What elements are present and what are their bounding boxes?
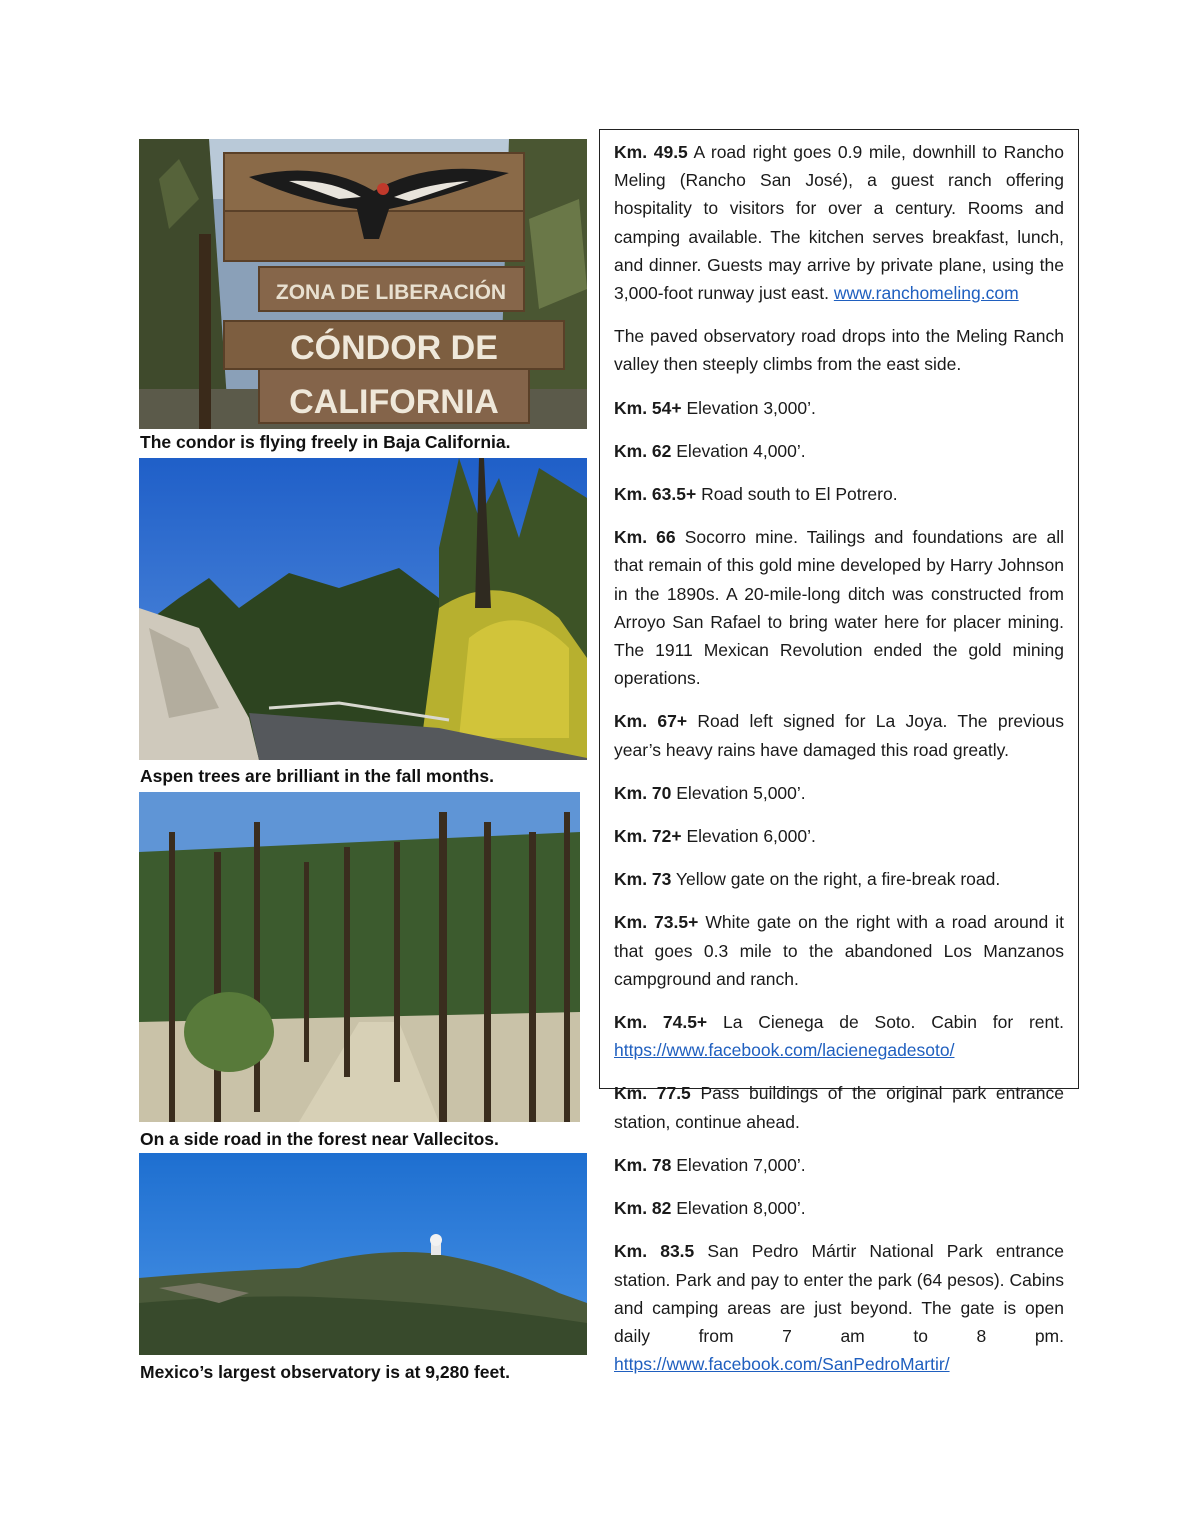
entry-text: Road left signed for La Joya. The previous year’s heavy rains have damaged this road greatly.	[614, 711, 1064, 760]
km-marker: Km. 72+	[614, 826, 682, 847]
entry-text: Yellow gate on the right, a fire-break road.	[671, 869, 1001, 890]
km-marker: Km. 54+	[614, 397, 682, 418]
entry-link[interactable]: https://www.facebook.com/lacienegadesoto/	[614, 1040, 955, 1061]
km-marker: Km. 49.5	[614, 142, 688, 162]
entry-text: San Pedro Mártir National Park entrance station. Park and pay to enter the park (64 pesos). Cabins and camping areas are just beyond. The gate is open daily from 7 am to 8 pm.	[614, 1241, 1064, 1346]
road-log-entry	[614, 437, 1064, 465]
km-marker: Km. 73	[614, 869, 672, 890]
observatory-photo	[139, 1153, 587, 1355]
km-marker: Km. 74.5+	[614, 1012, 708, 1033]
photo-caption-2: Aspen trees are brilliant in the fall months.	[140, 766, 494, 786]
entry-text: Elevation 7,000’.	[671, 1154, 806, 1175]
entry-text: Socorro mine. Tailings and foundations are all that remain of this gold mine developed by Harry Johnson in the 1890s. A 20-mile-long ditch was constructed from Arroyo San Rafael to bring water here for placer mining. The 1911 Mexican Revolution ended the gold mining operations.	[614, 527, 1065, 689]
condor-sign-photo	[139, 139, 587, 429]
road-log-entry	[614, 1008, 1064, 1064]
road-log-entry	[614, 322, 1064, 378]
km-marker: Km. 63.5+	[614, 484, 697, 505]
entry-text: The paved observatory road drops into the Meling Ranch valley then steeply climbs from the east side.	[614, 326, 1064, 375]
entry-text: La Cienega de Soto. Cabin for rent.	[707, 1012, 1064, 1033]
road-log-entry	[614, 523, 1064, 692]
entry-text: Elevation 5,000’.	[671, 782, 806, 803]
photo-caption-4: Mexico’s largest observatory is at 9,280 feet.	[140, 1362, 510, 1382]
road-log-entry	[614, 707, 1064, 763]
photo-caption-3: On a side road in the forest near Vallecitos.	[140, 1129, 499, 1149]
photo-caption-1: The condor is flying freely in Baja California.	[140, 432, 511, 452]
entry-link[interactable]: www.ranchomeling.com	[833, 283, 1019, 304]
km-marker: Km. 66	[614, 527, 676, 548]
entry-link[interactable]: https://www.facebook.com/SanPedroMartir/	[614, 1354, 950, 1375]
km-marker: Km. 77.5	[614, 1083, 691, 1104]
entry-text: Elevation 3,000’.	[681, 397, 816, 418]
road-log-entry	[614, 1194, 1064, 1222]
entry-text: Elevation 8,000’.	[671, 1198, 806, 1219]
entry-text: Elevation 6,000’.	[681, 826, 816, 847]
entry-text: Road south to El Potrero.	[696, 484, 898, 505]
road-log-entry	[614, 779, 1064, 807]
sign-line-1: ZONA DE LIBERACIÓN	[275, 281, 507, 304]
road-log-entry	[614, 865, 1064, 893]
km-marker: Km. 67+	[614, 711, 688, 732]
road-log-entry	[614, 1237, 1064, 1378]
road-log-entry	[614, 908, 1064, 993]
km-marker: Km. 78	[614, 1154, 672, 1175]
road-log-entry	[614, 822, 1064, 850]
entry-text: White gate on the right with a road around it that goes 0.3 mile to the abandoned Los Manzanos campground and ranch.	[614, 912, 1065, 989]
km-marker: Km. 62	[614, 440, 672, 461]
road-log-entry	[614, 394, 1064, 422]
road-log-entry	[614, 1151, 1064, 1179]
km-marker: Km. 82	[614, 1198, 672, 1219]
km-marker: Km. 83.5	[614, 1241, 695, 1262]
aspen-trees-photo	[139, 458, 587, 760]
road-log-box	[599, 129, 1079, 1375]
entry-text: Pass buildings of the original park entrance station, continue ahead.	[614, 1083, 1064, 1132]
km-marker: Km. 73.5+	[614, 912, 699, 933]
entry-text: Elevation 4,000’.	[671, 440, 806, 461]
forest-road-photo	[139, 792, 580, 1122]
entry-text: A road right goes 0.9 mile, downhill to Rancho Meling (Rancho San José), a guest ranch offering hospitality to visitors for over a century. Rooms and camping available. The kitchen serves breakfast, lunch, and dinner. Guests may arrive by private plane, using the 3,000-foot runway just east.	[614, 142, 1064, 304]
sign-line-2: CÓNDOR DE	[290, 329, 498, 367]
sign-line-3: CALIFORNIA	[289, 383, 499, 421]
road-log-entry	[614, 1079, 1064, 1135]
road-log-entry	[614, 480, 1064, 508]
km-marker: Km. 70	[614, 782, 672, 803]
road-log-entry	[614, 138, 1064, 307]
